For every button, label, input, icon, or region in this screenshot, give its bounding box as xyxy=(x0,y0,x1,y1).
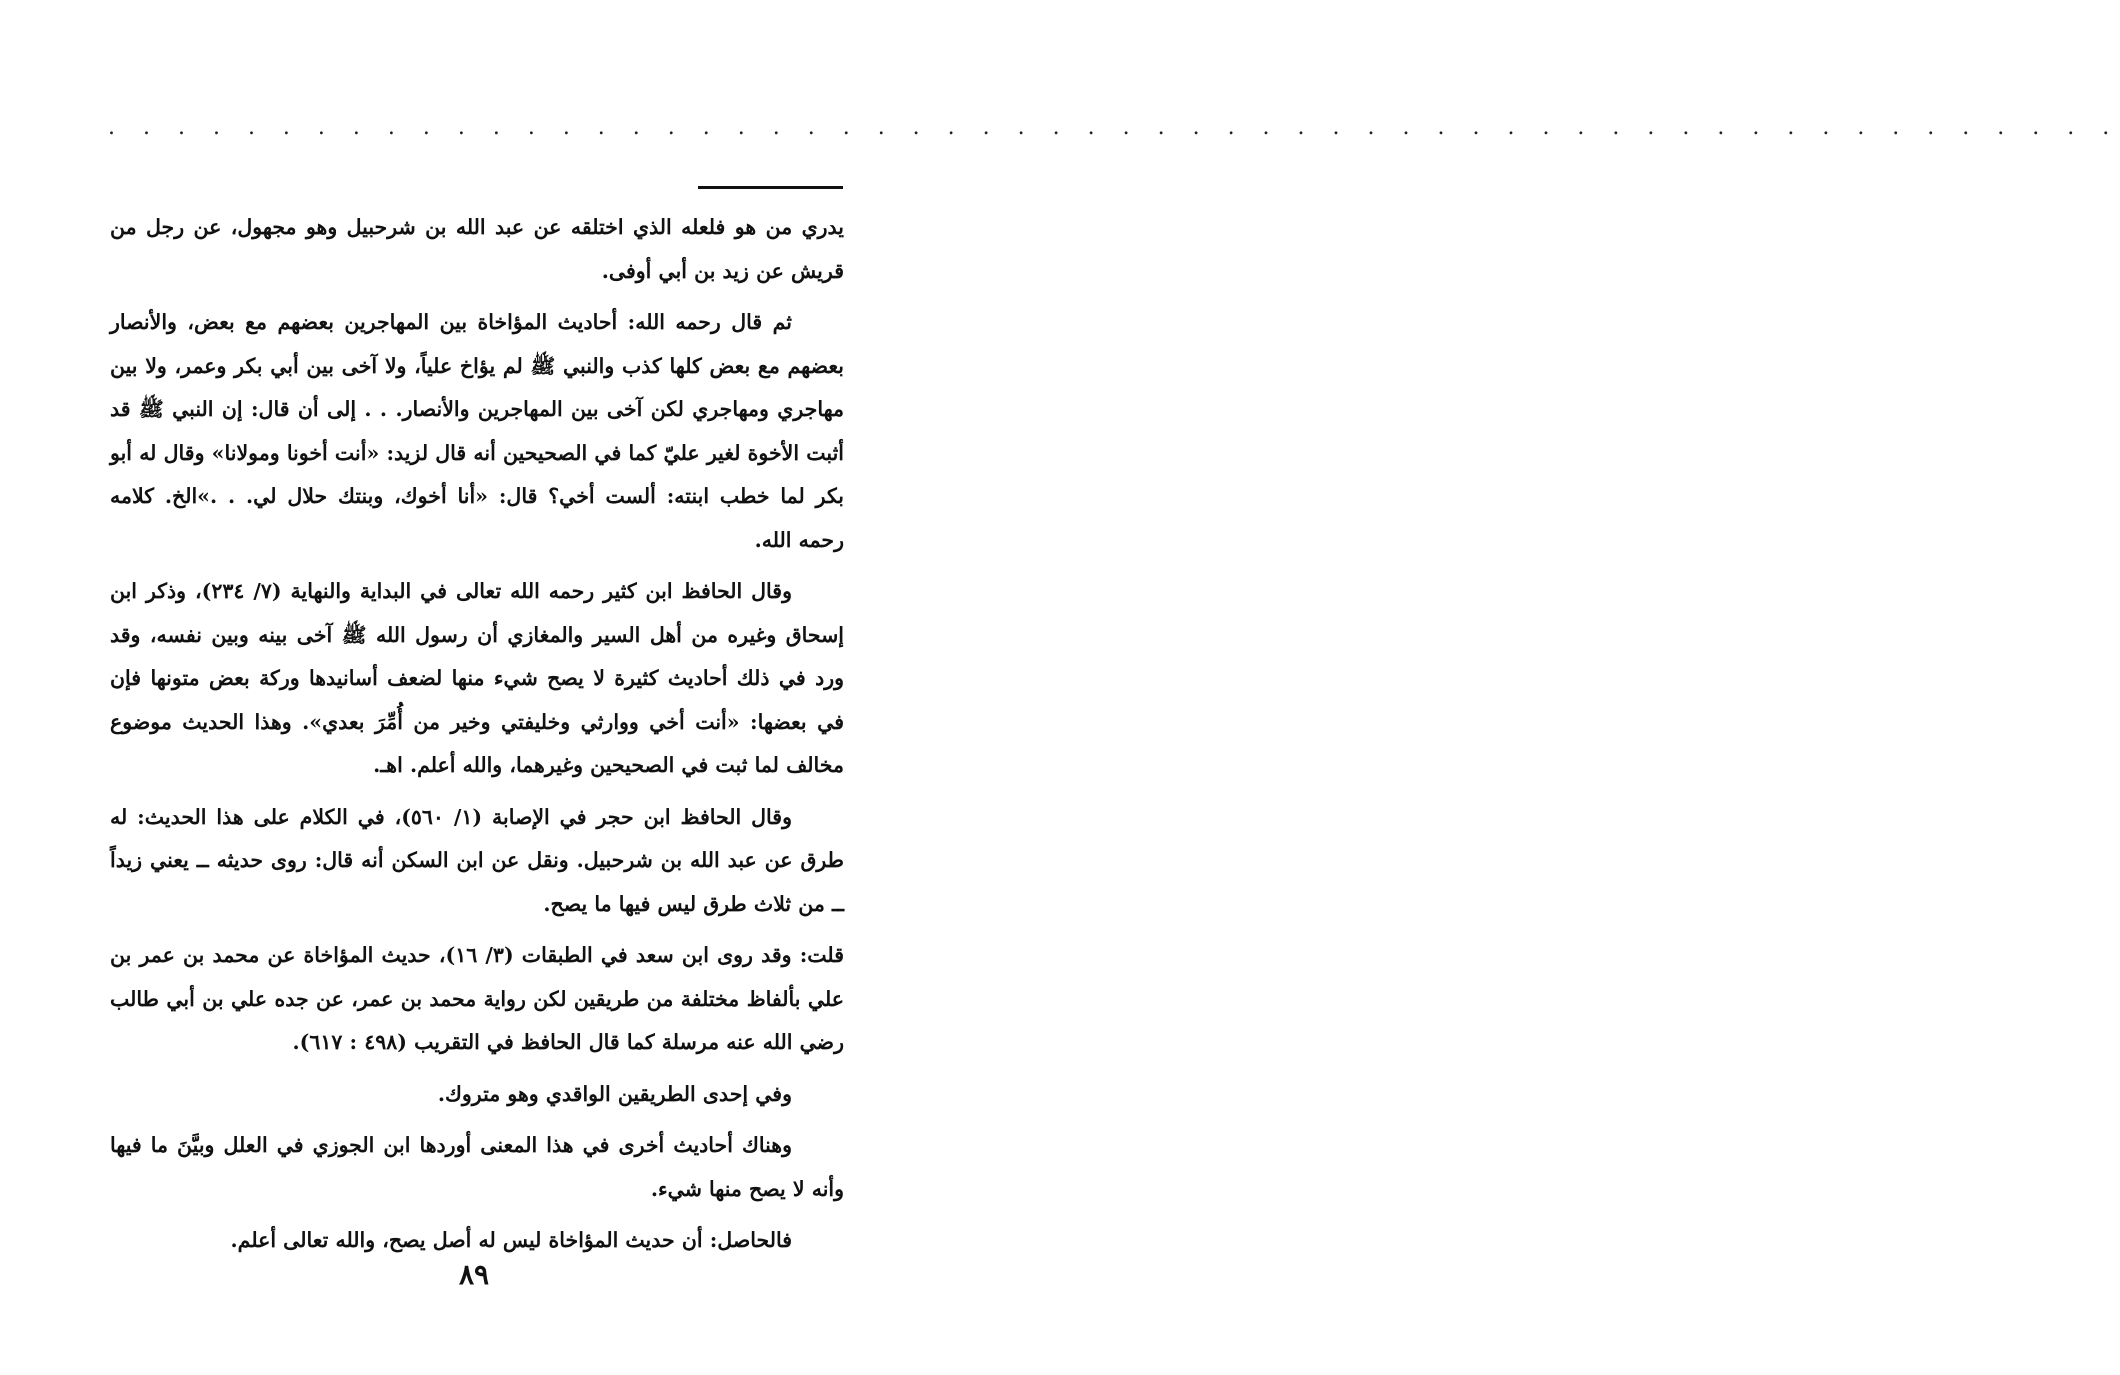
paragraph-1: يدري من هو فلعله الذي اختلقه عن عبد الله بن شرحبيل وهو مجهول، عن رجل من قريش عن زيد بن أبي أوفى. xyxy=(110,215,844,283)
page-number: ٨٩ xyxy=(458,1258,490,1291)
paragraph-8: فالحاصل: أن حديث المؤاخاة ليس له أصل يصح، والله تعالى أعلم. xyxy=(230,1228,792,1252)
paragraph-6: وفي إحدى الطريقين الواقدي وهو متروك. xyxy=(437,1081,792,1106)
paragraph-2: ثم قال رحمه الله: أحاديث المؤاخاة بين المهاجرين بعضهم مع بعض، والأنصار بعضهم مع بعض كلها كذب والنبي ﷺ لم يؤاخ علياً، ولا آخى بين أبي بكر وعمر، ولا بين مهاجري ومهاجري لكن آخى بين المهاجرين والأنصار. . . إلى أن قال: إن النبي ﷺ قد أثبت الأخوة لغير عليّ كما في الصحيحين أنه قال لزيد: «أنت أخونا ومولانا» وقال له أبو بكر لما خطب ابنته: ألست أخي؟ قال: «أنا أخوك، وبنتك حلال لي. . .»الخ. كلامه رحمه الله. xyxy=(110,310,844,552)
paragraph-5: قلت: وقد روى ابن سعد في الطبقات (٣/ ١٦)، حديث المؤاخاة عن محمد بن عمر بن علي بألفاظ مختلفة من طريقين لكن رواية محمد بن عمر، عن جده علي بن أبي طالب رضي الله عنه مرسلة كما قال الحافظ في التقريب (٤٩٨ : ٦١٧). xyxy=(110,943,845,1054)
footnote-separator-rule xyxy=(698,186,843,189)
paragraph-4: وقال الحافظ ابن حجر في الإصابة (١/ ٥٦٠)، في الكلام على هذا الحديث: له طرق عن عبد الله بن شرحبيل. ونقل عن ابن السكن أنه قال: روى حديثه ــ يعني زيداً ــ من ثلاث طرق ليس فيها ما يصح. xyxy=(110,804,844,916)
header-dotted-line: . . . . . . . . . . . . . . . . . . . . . . . . . . . . . . . . . . . . . . . . . . . . . . . . . . . . . . . . . . xyxy=(108,115,2120,140)
page-body-text xyxy=(110,206,844,1271)
paragraph-7: وهناك أحاديث أخرى في هذا المعنى أوردها ابن الجوزي في العلل وبيَّنَ ما فيها وأنه لا يصح منها شيء. xyxy=(110,1133,844,1201)
paragraph-3: وقال الحافظ ابن كثير رحمه الله تعالى في البداية والنهاية (٧/ ٢٣٤)، وذكر ابن إسحاق وغيره من أهل السير والمغازي أن رسول الله ﷺ آخى بينه وبين نفسه، وقد ورد في ذلك أحاديث كثيرة لا يصح شيء منها لضعف أسانيدها وركة بعض متونها فإن في بعضها: «أنت أخي ووارثي وخليفتي وخير من أُمِّرَ بعدي». وهذا الحديث موضوع مخالف لما ثبت في الصحيحين وغيرهما، والله أعلم. اهـ. xyxy=(110,579,844,777)
